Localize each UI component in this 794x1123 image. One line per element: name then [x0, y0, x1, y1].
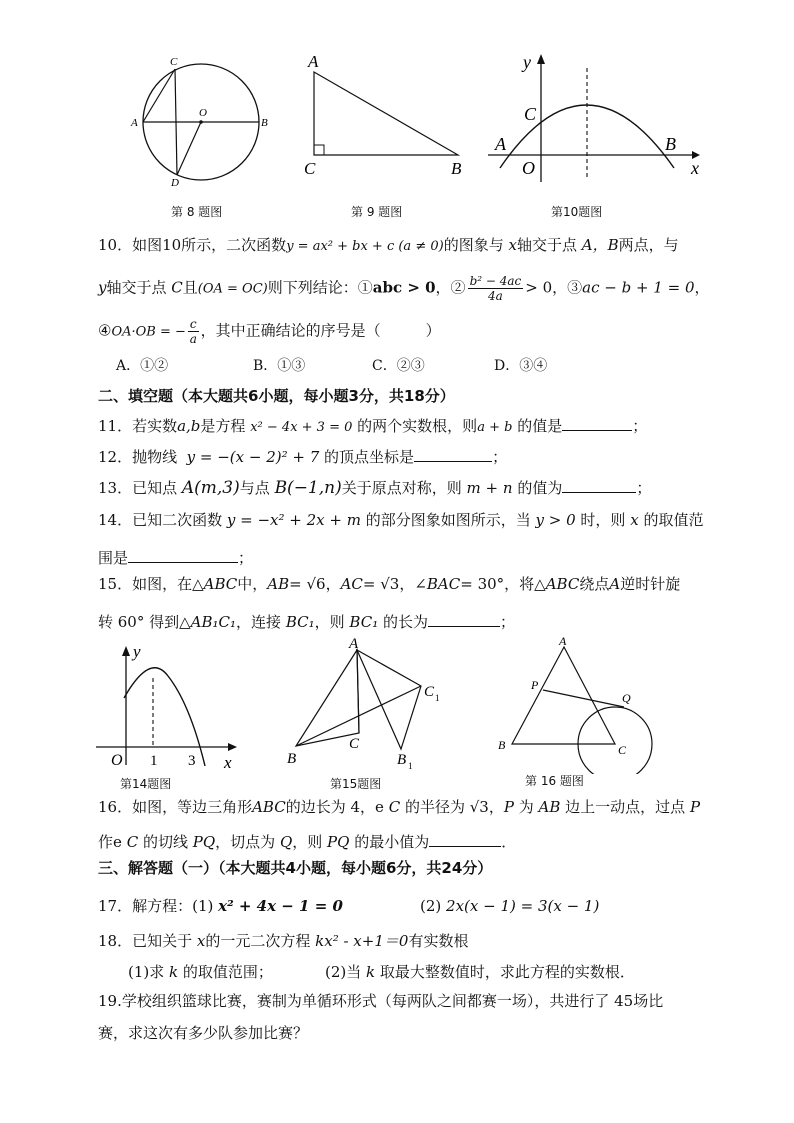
- figure-15: [280, 638, 450, 778]
- q17: 17．解方程：(1) x² + 4x − 1 = 0: [98, 897, 343, 915]
- label-q: Q: [622, 691, 631, 705]
- q10-option-c[interactable]: C．②③: [372, 358, 425, 374]
- caption-fig8: 第 8 题图: [171, 205, 223, 219]
- label-o: O: [522, 158, 535, 178]
- label-b: B: [451, 159, 462, 178]
- circle-c: [578, 707, 652, 774]
- center-dot: [199, 120, 203, 124]
- label-c1-sub: 1: [435, 693, 440, 703]
- y-axis-arrow: [537, 54, 545, 64]
- label-c1: C: [424, 684, 435, 700]
- answer-blank[interactable]: [428, 612, 500, 627]
- q19-line2: 赛，求这次有多少队参加比赛？: [98, 1024, 309, 1042]
- label-a: A: [131, 117, 138, 129]
- q18-parts: (1)求 k 的取值范围；: [128, 963, 273, 981]
- q15-line1: 15．如图，在△ABC中，AB= √6，AC= √3，∠BAC= 30°，将△ABC绕点A逆时针旋: [98, 575, 681, 593]
- label-c: C: [170, 56, 178, 68]
- q16-line1: 16．如图，等边三角形ABC的边长为 4，e C 的半径为 √3，P 为 AB 边上一动点，过点 P: [98, 798, 701, 816]
- caption-fig14: 第14题图: [120, 777, 172, 791]
- label-b: B: [287, 751, 297, 767]
- answer-blank[interactable]: [562, 416, 632, 431]
- section-2-heading: 二、填空题（本大题共6小题，每小题3分，共18分）: [98, 387, 455, 405]
- figure-16: [490, 634, 670, 774]
- label-x: x: [224, 753, 232, 772]
- caption-fig9: 第 9 题图: [351, 205, 403, 219]
- q10-option-d[interactable]: D．③④: [494, 358, 548, 374]
- q10-option-a[interactable]: A．①②: [116, 358, 169, 374]
- caption-fig15: 第15题图: [330, 777, 382, 791]
- label-a: A: [495, 134, 506, 154]
- q18: 18．已知关于 x的一元二次方程 kx² - x+1＝0有实数根: [98, 932, 469, 950]
- figure-8: [128, 52, 278, 192]
- label-b1-sub: 1: [408, 761, 413, 771]
- answer-blank[interactable]: [128, 548, 238, 563]
- figure-9: [300, 50, 475, 180]
- y-axis-arrow: [122, 646, 130, 656]
- fraction-discriminant: $\frac{\text{b² − 4ac}}{4a}$: [469, 274, 522, 303]
- tangent-pq: [543, 690, 624, 707]
- q19-line1: 19.学校组织篮球比赛，赛制为单循环形式（每两队之间都赛一场），共进行了 45场比: [98, 992, 664, 1010]
- label-b1: B: [397, 752, 407, 768]
- answer-blank[interactable]: [429, 832, 501, 847]
- label-x: x: [691, 158, 699, 178]
- q17-part2: (2) 2x(x − 1) = 3(x − 1): [420, 897, 600, 915]
- label-1: 1: [150, 753, 158, 769]
- label-y: y: [133, 642, 141, 661]
- label-c: C: [349, 736, 360, 752]
- triangle-abc: [296, 650, 359, 746]
- label-b: B: [261, 117, 268, 129]
- q18-part2: (2)当 k 取最大整数值时，求此方程的实数根．: [325, 963, 635, 981]
- label-c: C: [618, 743, 627, 757]
- answer-blank[interactable]: [414, 447, 492, 462]
- q10-line3: ④OA·OB = − $\frac{c}{a}$ ，其中正确结论的序号是（ ）: [98, 317, 441, 346]
- q12: 12．抛物线 y = −(x − 2)² + 7 的顶点坐标是 ；: [98, 448, 508, 466]
- caption-fig16: 第 16 题图: [525, 774, 584, 788]
- figure-14: [92, 640, 242, 775]
- label-o: O: [199, 107, 207, 119]
- q10-line1: 10．如图10所示，二次函数y = ax² + bx + c (a ≠ 0)的图象与 x轴交于点 A，B两点，与: [98, 236, 679, 254]
- chord-ac: [143, 69, 175, 122]
- label-p: P: [531, 678, 539, 692]
- label-o: O: [111, 752, 123, 769]
- label-a: A: [559, 634, 567, 648]
- label-d: D: [171, 177, 179, 189]
- label-3: 3: [188, 753, 196, 769]
- triangle-ab1c1: [357, 650, 421, 749]
- triangle-abc: [314, 72, 458, 155]
- label-y: y: [523, 52, 531, 72]
- parabola: [124, 668, 205, 766]
- right-angle-mark: [314, 145, 324, 155]
- label-b: B: [665, 134, 676, 154]
- q11: 11．若实数a,b是方程 x² − 4x + 3 = 0 的两个实数根，则a + b 的值是 ；: [98, 417, 648, 435]
- segment-od: [177, 122, 201, 175]
- segment-ac: [357, 650, 359, 733]
- label-c: C: [524, 104, 537, 124]
- label-a: A: [349, 638, 359, 652]
- triangle-abc: [512, 647, 615, 744]
- q14-line2: 围是 ；: [98, 549, 254, 567]
- section-3-heading: 三、解答题（一）（本大题共4小题，每小题6分，共24分）: [98, 859, 493, 877]
- label-b: B: [498, 738, 506, 752]
- label-a: A: [308, 52, 319, 71]
- answer-blank[interactable]: [562, 478, 636, 493]
- q14-line1: 14．已知二次函数 y = −x² + 2x + m 的部分图象如图所示，当 y > 0 时，则 x 的取值范: [98, 511, 704, 529]
- x-axis-arrow: [228, 743, 237, 751]
- q10-option-b[interactable]: B．①③: [253, 358, 306, 374]
- q10-line2: y轴交于点 C且(OA = OC)则下列结论：①abc > 0，② $\frac{\text{b² − 4ac}}{4a}$ > 0，③ac − b + 1 = 0，: [98, 274, 710, 303]
- figure-10: [486, 50, 710, 190]
- fraction-c-over-a: $\frac{c}{a}$: [189, 317, 197, 346]
- q16-line2: 作e C 的切线 PQ，切点为 Q，则 PQ 的最小值为 ．: [98, 833, 517, 851]
- q13: 13．已知点 A(m,3)与点 B(−1,n)关于原点对称，则 m + n 的值为 ；: [98, 478, 652, 498]
- caption-fig10: 第10题图: [551, 205, 603, 219]
- label-c: C: [304, 159, 316, 178]
- q15-line2: 转 60° 得到△AB₁C₁，连接 BC₁，则 BC₁ 的长为 ；: [98, 613, 516, 631]
